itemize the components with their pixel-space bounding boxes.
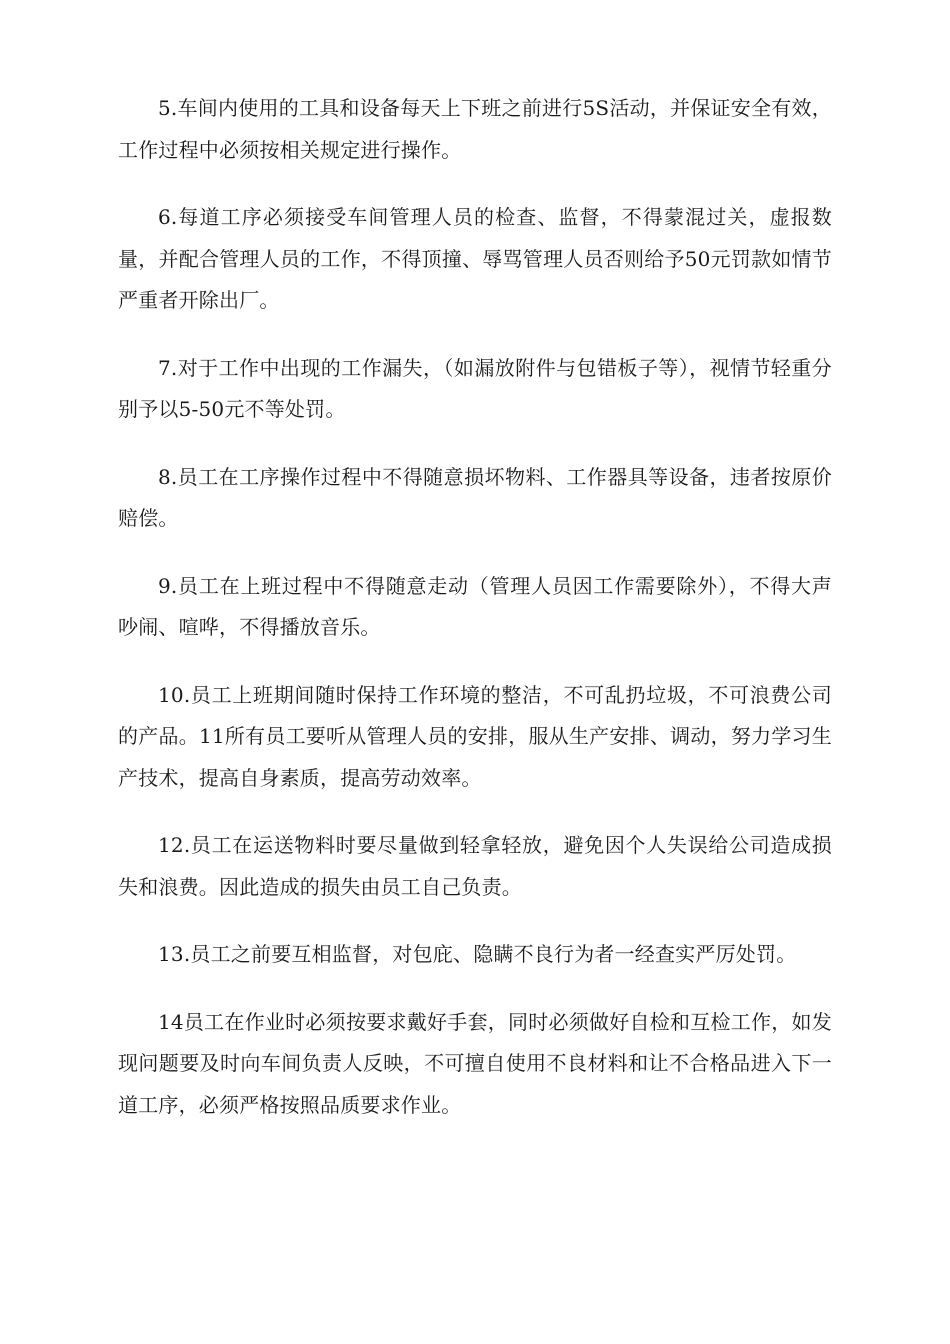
rule-paragraph-8: 8.员工在工序操作过程中不得随意损坏物料、工作器具等设备，违者按原价赔偿。 xyxy=(118,464,832,530)
rule-paragraph-12: 12.员工在运送物料时要尽量做到轻拿轻放，避免因个人失误给公司造成损失和浪费。因此造成的损失由员工自己负责。 xyxy=(118,833,832,899)
rule-paragraph-9: 9.员工在上班过程中不得随意走动（管理人员因工作需要除外），不得大声吵闹、喧哗，不得播放音乐。 xyxy=(118,573,832,639)
rule-paragraph-13: 13.员工之前要互相监督，对包庇、隐瞒不良行为者一经查实严厉处罚。 xyxy=(158,942,797,966)
rule-paragraph-7: 7.对于工作中出现的工作漏失，（如漏放附件与包错板子等），视情节轻重分别予以5-50元不等处罚。 xyxy=(118,355,832,421)
rule-paragraph-6: 6.每道工序必须接受车间管理人员的检查、监督，不得蒙混过关，虚报数量，并配合管理人员的工作，不得顶撞、辱骂管理人员否则给予50元罚款如情节严重者开除出厂。 xyxy=(118,205,832,312)
rule-paragraph-14: 14员工在作业时必须按要求戴好手套，同时必须做好自检和互检工作，如发现问题要及时向车间负责人反映，不可擅自使用不良材料和让不合格品进入下一道工序，必须严格按照品质要求作业。 xyxy=(118,1009,832,1117)
rule-paragraph-10: 10.员工上班期间随时保持工作环境的整洁，不可乱扔垃圾，不可浪费公司的产品。11所有员工要听从管理人员的安排，服从生产安排、调动，努力学习生产技术，提高自身素质，提高劳动效率。 xyxy=(118,682,832,790)
rule-paragraph-5: 5.车间内使用的工具和设备每天上下班之前进行5S活动，并保证安全有效，工作过程中必须按相关规定进行操作。 xyxy=(118,96,832,162)
